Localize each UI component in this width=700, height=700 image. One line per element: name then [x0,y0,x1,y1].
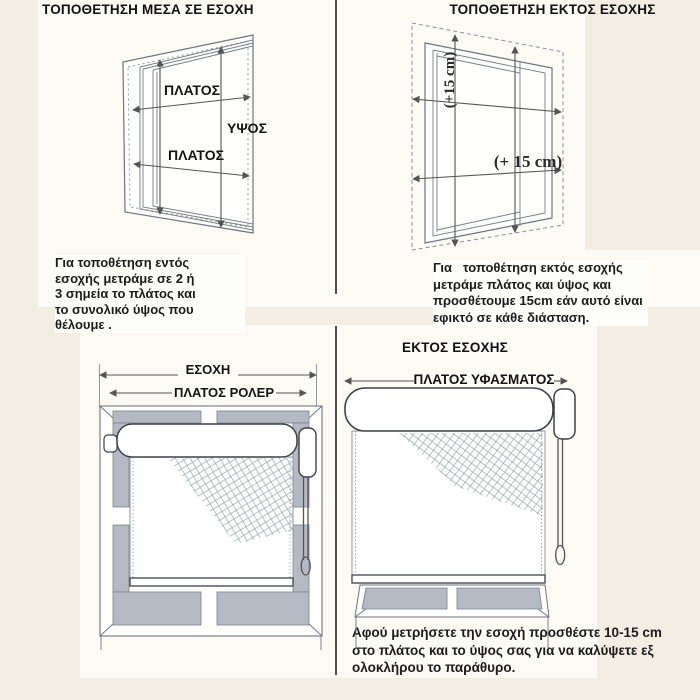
roller-left-bracket [104,435,117,452]
diagram-roller-outside-recess [345,372,575,649]
title-outside-recess-lower: ΕΚΤΟΣ ΕΣΟΧΗΣ [402,340,508,355]
height-label: ΥΨΟΣ [227,120,267,136]
roller-right-bracket [554,389,575,439]
caption-line: ολοκλήρου το παράθυρο. [352,660,516,675]
caption-line: εφικτό σε κάθε διάσταση. [433,309,590,325]
roller-tube [117,424,297,457]
caption-line: μετράμε πλάτος και ύψος και [433,276,612,292]
caption-line: θέλουμε . [55,317,112,332]
width-label-top: ΠΛΑΤΟΣ [164,82,220,98]
caption-line: Αφού μετρήσετε την εσοχή προσθέστε 10-15 cm [352,625,662,640]
width-label-mid: ΠΛΑΤΟΣ [168,147,224,163]
caption-line: εσοχής μετράμε σε 2 ή [55,270,195,286]
caption-line: προσθέτουμε 15cm εάν αυτό είναι [433,293,643,308]
diagram-roller-inside-recess [100,362,323,650]
fabric-bottom-bar [130,578,293,586]
caption-line: το συνολικό ύψος που [55,301,194,317]
roller-width-label: ΠΛΑΤΟΣ ΡΟΛΕΡ [173,385,275,400]
title-outside-recess: ΤΟΠΟΘΕΤΗΣΗ ΕΚΤΟΣ ΕΣΟΧΗΣ [449,2,656,17]
diagram-window-outside-recess [412,23,563,250]
diagram-window-inside-recess [123,35,267,233]
fabric-bottom-bar [352,575,545,583]
roller-tube [345,388,553,431]
horizontal-allowance-label: (+ 15 cm) [493,152,563,171]
caption-line: στο πλάτος και το ύψος σας για να καλύψετε εξ [352,642,654,658]
vertical-allowance-label: (+15 cm) [442,51,458,109]
caption-line: Για τοποθέτηση εκτός εσοχής [433,260,623,275]
fabric-width-label: ΠΛΑΤΟΣ ΥΦΑΣΜΑΤΟΣ [413,372,555,387]
title-inside-recess: ΤΟΠΟΘΕΤΗΣΗ ΜΕΣΑ ΣΕ ΕΣΟΧΗ [42,2,254,17]
pull-chain [556,439,565,565]
recess-label: ΕΣΟΧΗ [185,362,231,377]
roller-right-bracket [299,428,316,477]
caption-line: Για τοποθέτηση εντός [55,255,190,270]
caption-line: 3 σημεία το πλάτος και [55,286,196,301]
